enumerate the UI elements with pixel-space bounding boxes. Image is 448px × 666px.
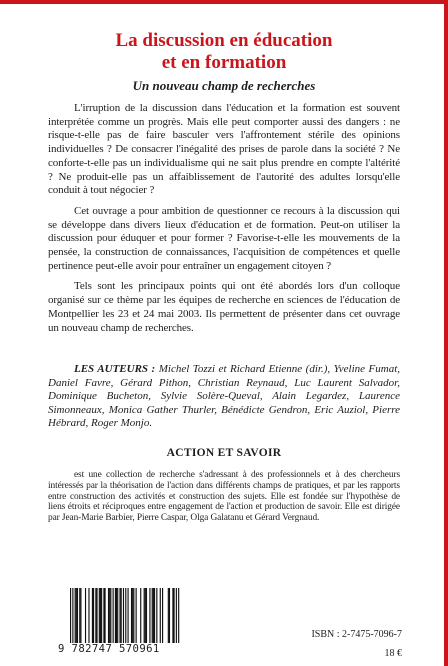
barcode-bar xyxy=(149,588,150,643)
barcode-bar xyxy=(131,588,132,643)
barcode-bar xyxy=(105,588,106,643)
barcode-bar xyxy=(85,588,86,643)
barcode-bar xyxy=(140,588,141,643)
barcode-digits: 9 782747 570961 xyxy=(58,643,193,656)
authors-names: Michel Tozzi et Richard Etienne (dir.), Yveline Fumat, Daniel Favre, Gérard Pithon, Christian Reynaud, Luc Laurent Salvador, Dominique Bucheton, Sylvie Solère-Queval, Alain Legardez, Laurence Simonneaux, Monica Gather Thurler, Bénédicte Gendron, Eric Auziol, Pierre Hébrard, Roger Monjo. xyxy=(48,363,401,430)
book-subtitle: Un nouveau champ de recherches xyxy=(132,78,316,93)
barcode-bar xyxy=(121,588,122,643)
barcode-bar xyxy=(144,588,145,643)
book-title-line: et en formation xyxy=(161,52,287,73)
book-title-line: La discussion en éducation xyxy=(115,30,333,51)
barcode-bar xyxy=(115,588,116,643)
barcode-bar xyxy=(169,588,170,643)
top-red-rule xyxy=(0,0,448,4)
barcode-bar xyxy=(95,588,96,643)
barcode-bar xyxy=(136,588,137,643)
barcode-bar xyxy=(96,588,97,643)
barcode-bar xyxy=(132,588,133,643)
blurb-paragraph: Tels sont les principaux points qui ont été abordés lors d'un colloque organisé sur ce thème par les équipes de recherche en sciences de l'éducation de Montpellier les 23 et 24 mai 2003. Ils permettent de présenter dans cet ouvrage un nouveau champ de recherches. xyxy=(48,280,400,334)
barcode-bar xyxy=(117,588,118,643)
barcode-bar xyxy=(113,588,114,643)
barcode-bar xyxy=(174,588,175,643)
barcode-bar xyxy=(80,588,81,643)
collection-heading: ACTION ET SAVOIR xyxy=(166,447,282,459)
barcode-bar xyxy=(108,588,109,643)
barcode-bar xyxy=(162,588,163,643)
barcode-bar xyxy=(103,588,104,643)
barcode-bar xyxy=(133,588,134,643)
barcode-bar xyxy=(160,588,161,643)
barcode-bar xyxy=(168,588,169,643)
barcode-bar xyxy=(119,588,120,643)
price: 18 € xyxy=(384,648,402,659)
barcode-bar xyxy=(116,588,117,643)
barcode-bar xyxy=(101,588,102,643)
barcode-bar xyxy=(93,588,94,643)
barcode-bar xyxy=(128,588,129,643)
authors-block xyxy=(48,363,400,431)
barcode-bar xyxy=(172,588,173,643)
authors-label: LES AUTEURS : xyxy=(74,363,156,375)
barcode-bar xyxy=(76,588,77,643)
barcode-bar xyxy=(154,588,155,643)
blurb-paragraph: L'irruption de la discussion dans l'éducation et la formation est souvent interprétée comme un progrès. Mais elle peut comporter aussi des dangers : ne risque-t-elle pas de faire basculer vers l'affrontement stérile des opinions individuelles ? De consacrer l'inégalité des prises de parole dans la société ? Ne conforte-t-elle pas un individualisme qui ne sait plus prendre en compte l'altérité ? Ne produit-elle pas un affaiblissement de l'autorité des adultes lorsqu'elle conduit à tout négocier ? xyxy=(48,102,400,197)
barcode-bar xyxy=(109,588,110,643)
barcode-bar xyxy=(146,588,147,643)
barcode-bar xyxy=(92,588,93,643)
barcode-bar xyxy=(156,588,157,643)
barcode-bar xyxy=(153,588,154,643)
right-red-rule xyxy=(444,0,448,666)
book-title xyxy=(48,30,400,74)
collection-description: est une collection de recherche s'adressant à des professionnels et à des chercheurs intéressés par la théorisation de l'action dans différents champs de pratiques, et par les rapports entre construction des activités et construction des sujets. Elle est fondée sur l'hypothèse de liens étroits et réciproques entre engagement de l'action et production de savoir. Elle est dirigée par Jean-Marie Barbier, Pierre Caspar, Olga Galatanu et Gérard Vergnaud. xyxy=(48,470,400,524)
isbn: ISBN : 2-7475-7096-7 xyxy=(311,629,402,640)
barcode-bar xyxy=(99,588,100,643)
barcode-bar xyxy=(152,588,153,643)
blurb-paragraph: Cet ouvrage a pour ambition de questionner ce recours à la discussion qui se développe dans divers lieux d'éducation et de formation. Peut-on utiliser la discussion pour éduquer et pour former ? Favorise-t-elle les mouvements de la pensée, la construction de connaissances, l'acquisition de compétences et quelle pertinence peut-elle avoir pour entraîner un engagement citoyen ? xyxy=(48,204,400,272)
barcode-bar xyxy=(75,588,76,643)
blurb xyxy=(48,102,400,335)
barcode-bar xyxy=(77,588,78,643)
barcode-bar xyxy=(110,588,111,643)
barcode-bar xyxy=(79,588,80,643)
barcode-bar xyxy=(100,588,101,643)
barcode-bar xyxy=(145,588,146,643)
barcode-bar xyxy=(88,588,89,643)
